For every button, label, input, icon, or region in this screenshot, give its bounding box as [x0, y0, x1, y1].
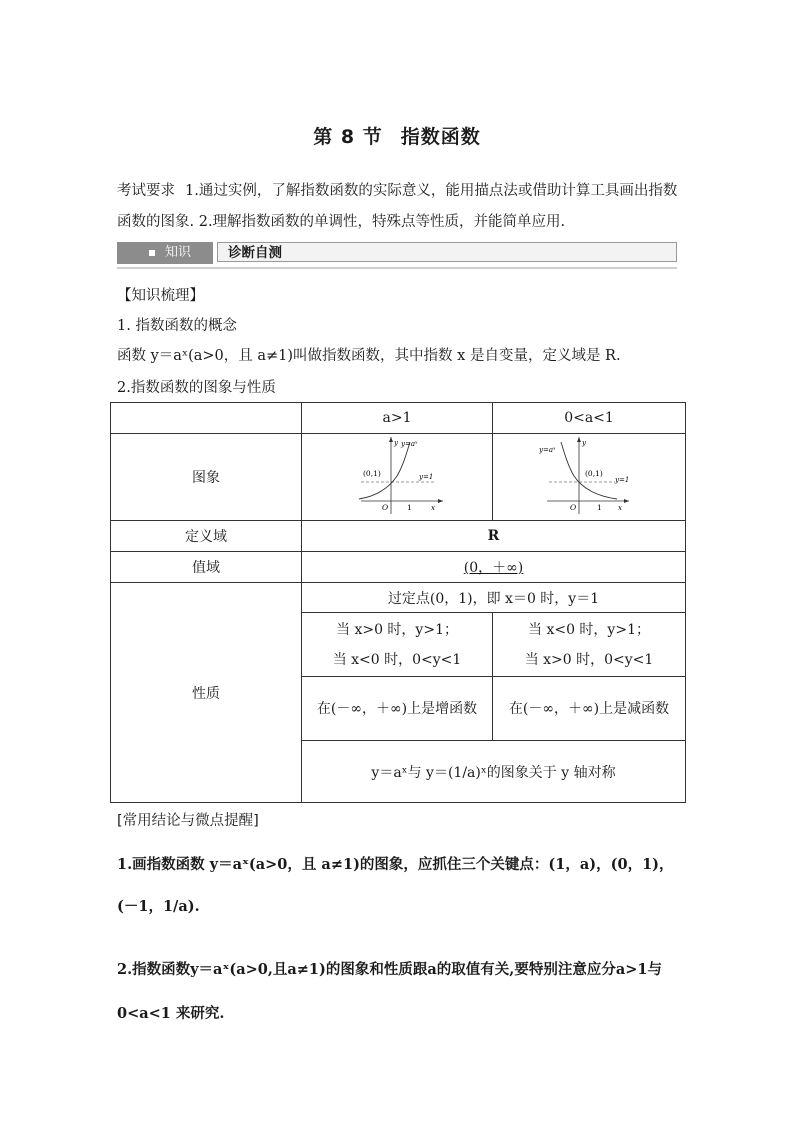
domain-row [111, 521, 686, 552]
requirements-label: 考试要求 [117, 183, 175, 199]
item1-title: 1. 指数函数的概念 [117, 318, 237, 334]
row-label-domain: 定义域 [111, 521, 302, 552]
properties-table [110, 402, 686, 803]
row-label-graph: 图象 [111, 434, 302, 521]
gt1-neg-text: 当 x<0 时，0<y<1 [332, 651, 462, 668]
graph2-origin-label: O [570, 503, 577, 512]
graph2-curve-label: y=aˣ [539, 446, 556, 454]
gt1-pos-text: 当 x>0 时，y>1； [336, 621, 458, 638]
graph-row [111, 434, 686, 521]
lt1-neg-text: 当 x<0 时，y>1； [528, 621, 650, 638]
row-label-range-text: 值域 [192, 560, 220, 576]
section-number: 第 8 节 [313, 126, 383, 148]
domain-value: R [302, 521, 686, 552]
graph-a-lt1 [493, 434, 686, 521]
range-value-text: (0，＋∞) [463, 560, 524, 576]
graph1-line-label: y=1 [419, 473, 434, 481]
gt1-values-cell [302, 613, 493, 677]
lt1-pos-text: 当 x>0 时，0<y<1 [524, 651, 654, 668]
header-empty-cell [111, 403, 302, 434]
exam-requirements [117, 176, 687, 238]
banner-tag [117, 242, 213, 264]
square-bullet-icon [149, 250, 155, 256]
graph2-one-label: 1 [597, 503, 602, 512]
range-value [302, 552, 686, 583]
increasing-exp-graph [347, 434, 447, 516]
item2-title: 2.指数函数的图象与性质 [117, 380, 276, 396]
graph1-origin-label: O [382, 503, 389, 512]
fixed-point-cell: 过定点(0，1)，即 x＝0 时，y＝1 [302, 583, 686, 613]
graph1-one-label: 1 [407, 503, 412, 512]
banner-divider [117, 267, 677, 269]
header-a-gt1: a>1 [302, 403, 493, 434]
graph2-x-label: x [618, 504, 622, 512]
row-label-props: 性质 [111, 583, 302, 803]
decreasing-exp-graph [539, 434, 639, 516]
requirements-text: 1.通过实例，了解指数函数的实际意义，能用描点法或借助计算工具画出指数函数的图象. 2.理解指数函数的单调性，特殊点等性质，并能简单应用. [117, 183, 678, 230]
range-row [111, 552, 686, 583]
graph1-curve-label: y=aˣ [401, 440, 418, 448]
gt1-mono-cell: 在(－∞，＋∞)上是增函数 [302, 677, 493, 741]
section-banner [117, 242, 677, 264]
knowledge-heading: 【知识梳理】 [117, 288, 204, 304]
graph2-y-label: y [582, 439, 586, 447]
lt1-mono-cell: 在(－∞，＋∞)上是减函数 [493, 677, 686, 741]
conclusion-2: 2.指数函数y＝aˣ(a>0,且a≠1)的图象和性质跟a的取值有关,要特别注意应分a>1与 0<a<1 来研究. [117, 961, 662, 1022]
lt1-values-cell [493, 613, 686, 677]
table-header-row [111, 403, 686, 434]
symmetry-cell: y＝aˣ与 y＝(1/a)ˣ的图象关于 y 轴对称 [302, 741, 686, 803]
section-name: 指数函数 [400, 126, 481, 148]
conclusion-1: 1.画指数函数 y＝aˣ(a>0，且 a≠1)的图象，应抓住三个关键点：(1，a)，(0，1)，(－1，1/a). [117, 856, 674, 915]
fixed-point-row [111, 583, 686, 613]
banner-title: 诊断自测 [217, 242, 677, 262]
graph-a-gt1 [302, 434, 493, 521]
graph1-y-label: y [394, 439, 398, 447]
page-title [0, 122, 794, 149]
banner-tag-label: 知识 [165, 245, 192, 260]
graph1-x-label: x [431, 504, 435, 512]
notes-heading: [常用结论与微点提醒] [117, 813, 259, 829]
graph1-point-label: (0,1) [363, 469, 381, 478]
item1-text: 函数 y＝aˣ(a>0，且 a≠1)叫做指数函数，其中指数 x 是自变量，定义域是 R. [117, 348, 621, 364]
graph2-point-label: (0,1) [585, 469, 603, 478]
row-label-range [111, 552, 302, 583]
graph2-line-label: y=1 [615, 476, 630, 484]
header-a-lt1: 0<a<1 [493, 403, 686, 434]
